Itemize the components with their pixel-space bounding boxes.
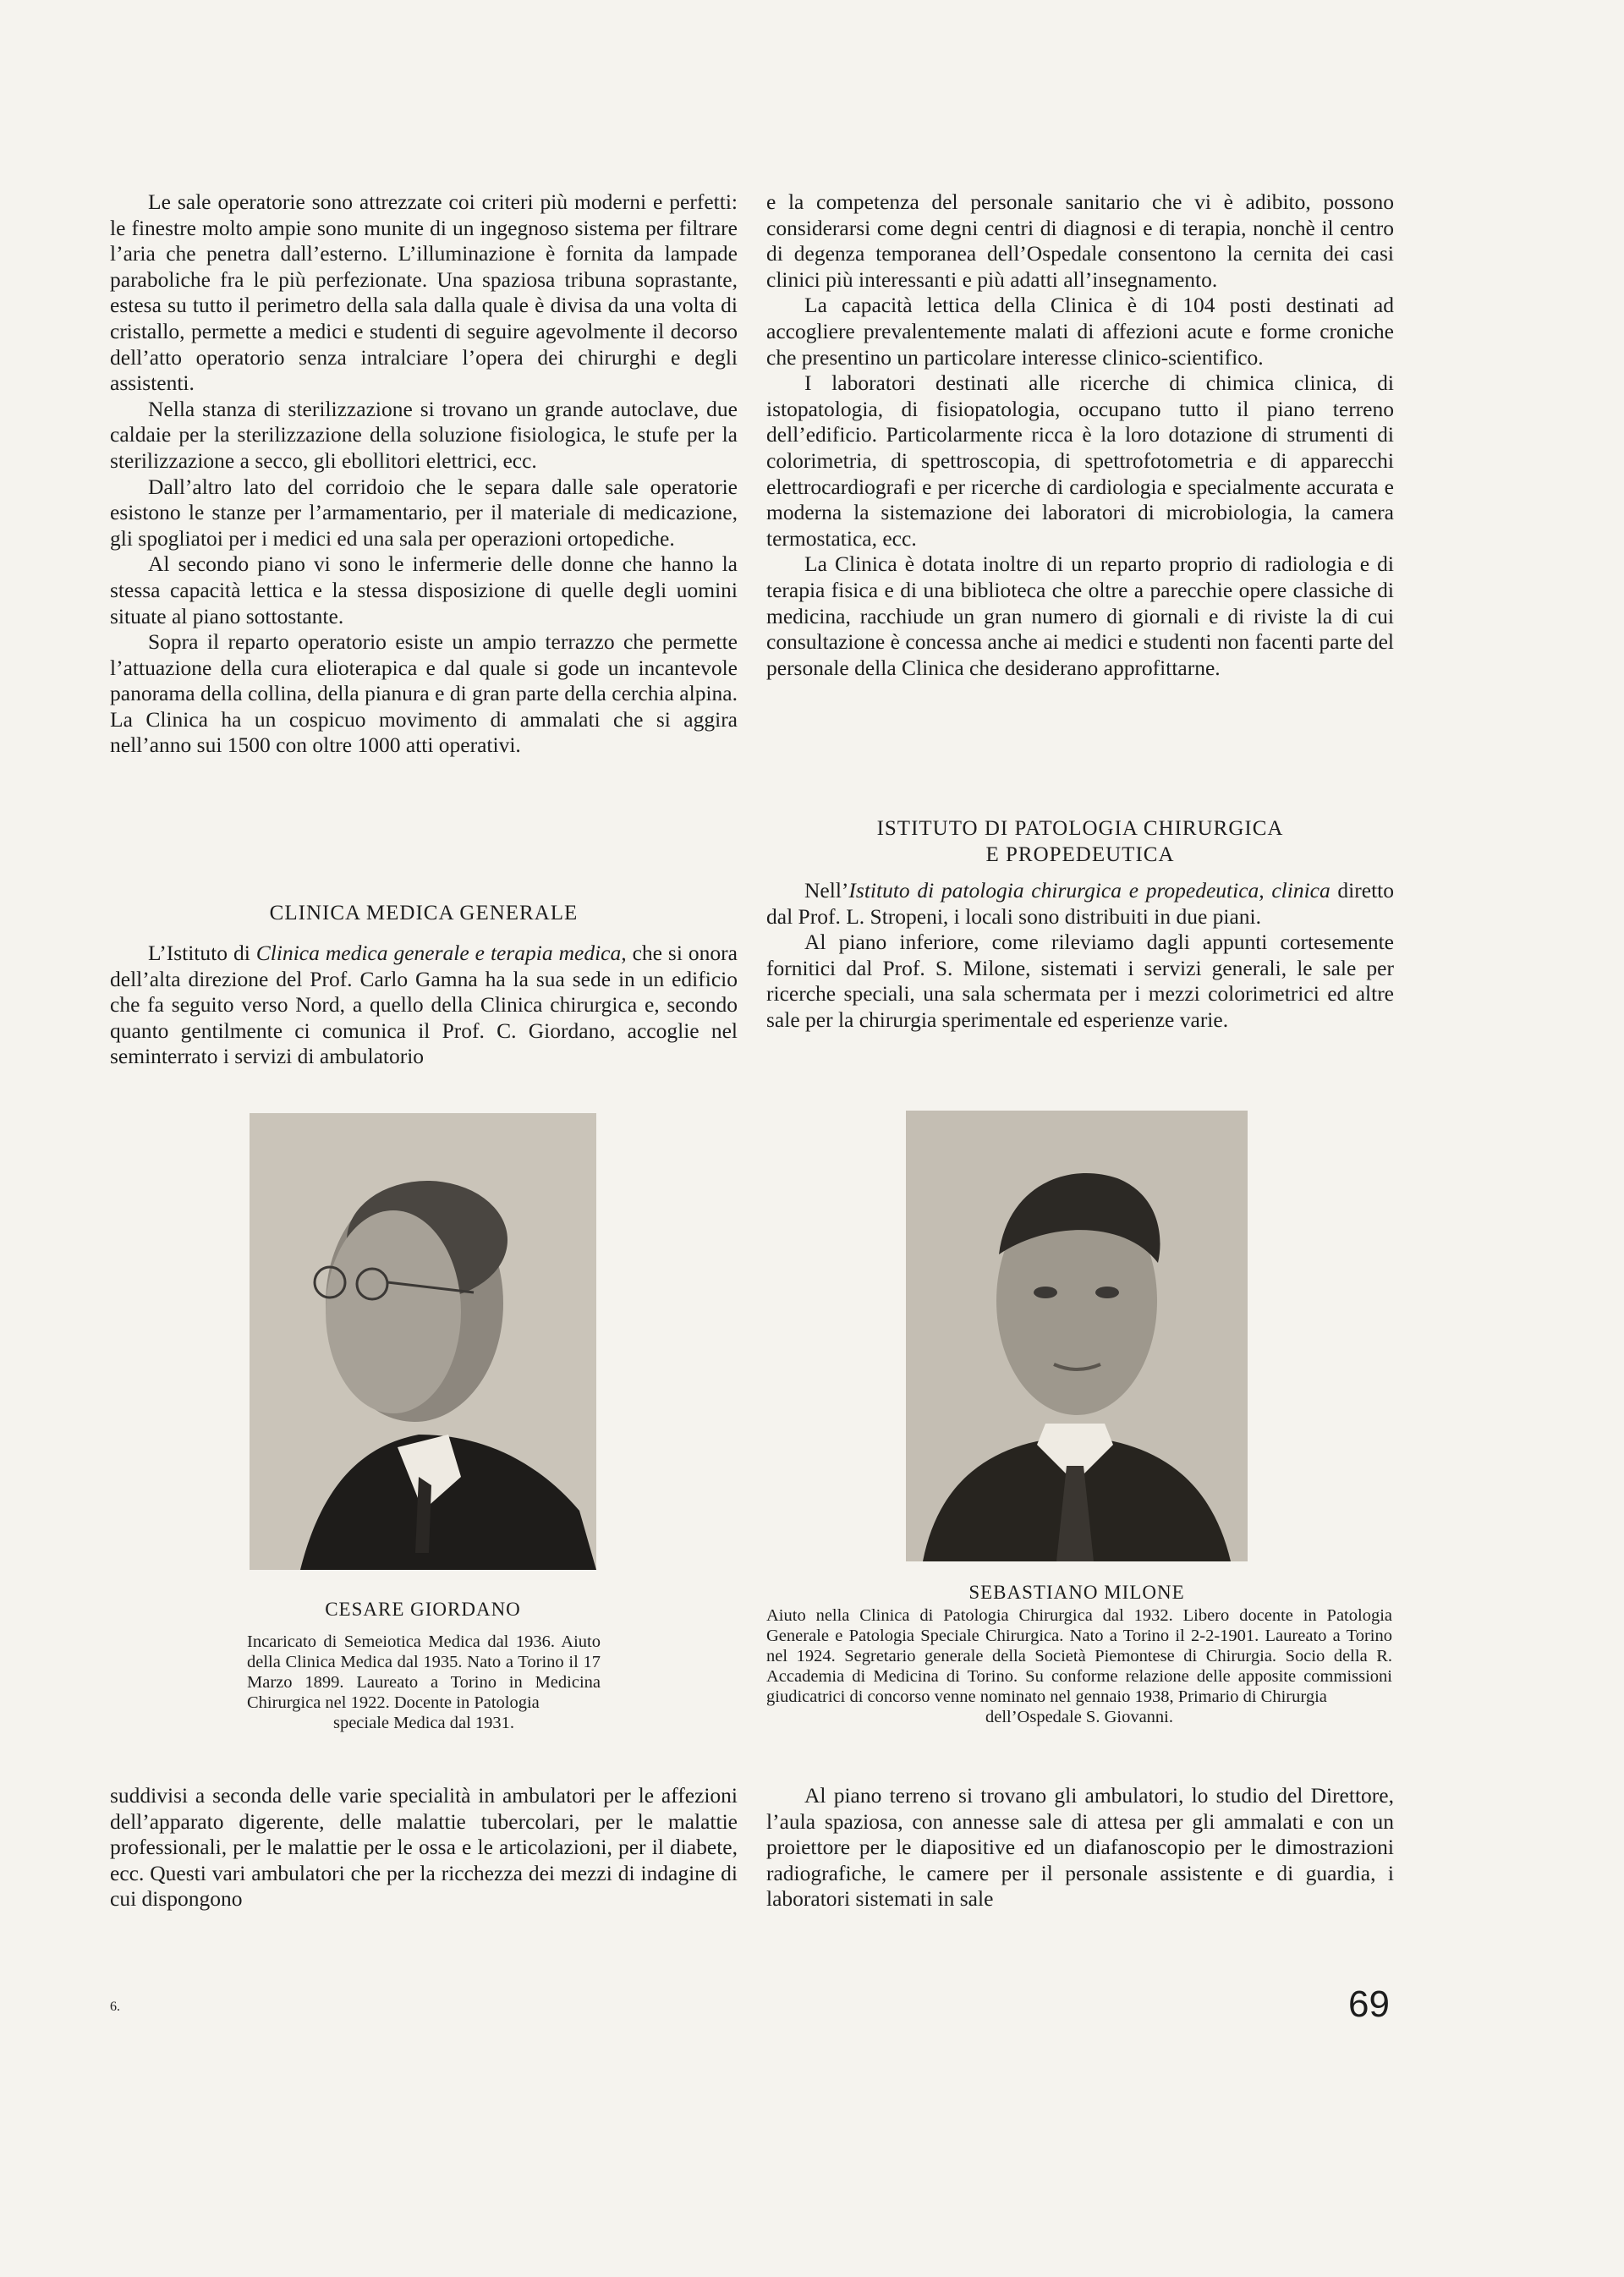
portrait-photo-sebastiano-milone	[906, 1111, 1248, 1561]
portrait-name-left: CESARE GIORDANO	[325, 1599, 521, 1620]
clinica-medica-paragraph	[110, 941, 738, 1070]
paragraph: La capacità lettica della Clinica è di 104 posti destinati ad accogliere prevalentemente malati di affezioni acute e forme croniche che presentino un particolare interesse clinico-scientifico.	[766, 293, 1394, 370]
section-heading-clinica-medica: CLINICA MEDICA GENERALE	[269, 902, 579, 925]
paragraph: Al piano terreno si trovano gli ambulatori, lo studio del Direttore, l’aula spaziosa, con annesse sale di attesa per gli ammalati e con un proiettore per le diapositive ed un diafanoscopio per le dimostrazioni radiografiche, le camere per il personale assistente e di guardia, i laboratori sistemati in sale	[766, 1783, 1394, 1912]
caption-body: Incaricato di Semeiotica Medica dal 1936. Aiuto della Clinica Medica dal 1935. Nato a Torino il 17 Marzo 1899. Laureato a Torino in Medicina Chirurgica nel 1922. Docente in Patologia	[247, 1632, 601, 1712]
paragraph: Sopra il reparto operatorio esiste un ampio terrazzo che permette l’attuazione della cura elioterapica e dal quale si gode un incantevole panorama della collina, della pianura e di gran parte della cerchia alpina. La Clinica ha un cospicuo movimento di ammalati che si aggira nell’anno sui 1500 con oltre 1000 atti operativi.	[110, 629, 738, 758]
portrait-silhouette-icon	[250, 1113, 596, 1570]
portrait-caption-left	[247, 1632, 601, 1733]
signature-mark: 6.	[110, 2000, 120, 2014]
paragraph: Dall’altro lato del corridoio che le separa dalle sale operatorie esistono le stanze per l’armamentario, per il materiale di medicazione, gli spogliatoi per i medici ed una sala per operazioni ortopediche.	[110, 474, 738, 551]
heading-line: ISTITUTO DI PATOLOGIA CHIRURGICA	[876, 817, 1284, 840]
paragraph-text: L’Istituto di	[148, 941, 256, 965]
left-column-bottom-text	[110, 1783, 738, 1912]
caption-body: Aiuto nella Clinica di Patologia Chirurgica dal 1932. Libero docente in Patologia Generale e Patologia Speciale Chirurgica. Nato a Torino il 2-2-1901. Laureato a Torino nel 1924. Segretario generale della Società Piemontese di Chirurgia. Socio della R. Accademia di Medicina di Torino. Su conforme relazione delle apposite commissioni giudicatrici di concorso venne nominato nel gennaio 1938, Primario di Chirurgia	[766, 1606, 1392, 1706]
paragraph-text: Nell’	[804, 878, 849, 903]
portrait-name-right: SEBASTIANO MILONE	[968, 1582, 1185, 1603]
portrait-silhouette-icon	[906, 1111, 1248, 1561]
paragraph: Al secondo piano vi sono le infermerie delle donne che hanno la stessa capacità lettica e la stessa disposizione di quelle degli uomini situate al piano sottostante.	[110, 551, 738, 628]
paragraph-text: che si onora dell’alta direzione del Prof. Carlo Gamna ha la sua sede in un edificio che fa seguito verso Nord, a quello della Clinica chirurgica e, secondo quanto gentilmente ci comunica il Prof. C. Giordano, accoglie nel seminterrato i servizi di ambulatorio	[110, 941, 738, 1069]
caption-last-line: dell’Ospedale S. Giovanni.	[985, 1708, 1174, 1726]
caption-last-line: speciale Medica dal 1931.	[332, 1714, 515, 1732]
paragraph: I laboratori destinati alle ricerche di chimica clinica, di istopatologia, di fisiopatologia, occupano tutto il piano terreno dell’edificio. Particolarmente ricca è la loro dotazione di strumenti di colorimetria, di spettroscopia, di spettrofotometria e di apparecchi elettrocardiografi e per ricerche di cardiologia e specialmente accurata e moderna la sistemazione dei laboratori di microbiologia, la camera termostatica, ecc.	[766, 370, 1394, 551]
right-column-bottom-text	[766, 1783, 1394, 1912]
paragraph: Le sale operatorie sono attrezzate coi criteri più moderni e perfetti: le finestre molto ampie sono munite di un ingegnoso sistema per filtrare l’aria che penetra dall’esterno. L’illuminazione è fornita da lampade paraboliche fra le più perfezionate. Una spaziosa tribuna soprastante, estesa su tutto il perimetro della sala dalla quale è divisa da una volta di cristallo, permette a medici e studenti di seguire agevolmente il decorso dell’atto operatorio senza intralciare l’opera dei chirurghi e degli assistenti.	[110, 189, 738, 396]
right-column-top-text	[766, 189, 1394, 681]
left-column-top-text	[110, 189, 738, 759]
heading-line: E PROPEDEUTICA	[985, 843, 1175, 866]
page-number: 69	[1348, 1983, 1390, 2025]
section-heading-istituto-patologia	[766, 815, 1394, 868]
istituto-paragraphs	[766, 878, 1394, 1034]
italic-title: Istituto di patologia chirurgica e propedeutica, clinica	[848, 878, 1330, 903]
paragraph: La Clinica è dotata inoltre di un reparto proprio di radiologia e di terapia fisica e di una biblioteca che oltre a parecchie opere classiche di medicina, racchiude un gran numero di giornali e di riviste la di cui consultazione è concessa anche ai medici e studenti non facenti parte del personale della Clinica che desiderano approfittarne.	[766, 551, 1394, 680]
paragraph-continued: suddivisi a seconda delle varie specialità in ambulatori per le affezioni dell’apparato digerente, delle malattie tubercolari, per le malattie professionali, per le malattie per le ossa e le articolazioni, per il diabete, ecc. Questi vari ambulatori che per la ricchezza dei mezzi di indagine di cui dispongono	[110, 1783, 738, 1912]
portrait-photo-cesare-giordano	[250, 1113, 596, 1570]
italic-title: Clinica medica generale e terapia medica,	[255, 941, 627, 965]
paragraph-text: diretto dal Prof. L. Stropeni, i locali sono distribuiti in due piani.	[766, 878, 1394, 929]
paragraph	[766, 878, 1394, 930]
paragraph: Nella stanza di sterilizzazione si trovano un grande autoclave, due caldaie per la sterilizzazione della soluzione fisiologica, le stufe per la sterilizzazione a secco, gli ebollitori elettrici, ecc.	[110, 396, 738, 473]
paragraph-continued: e la competenza del personale sanitario che vi è adibito, possono considerarsi come degni centri di diagnosi e di terapia, nonchè il centro di degenza temporanea dell’Ospedale consentono la cernita dei casi clinici più interessanti e più adatti all’insegnamento.	[766, 189, 1394, 292]
paragraph	[110, 941, 738, 1070]
portrait-caption-right	[766, 1605, 1392, 1727]
paragraph: Al piano inferiore, come rileviamo dagli appunti cortesemente fornitici dal Prof. S. Milone, sistemati i servizi generali, le sale per ricerche speciali, una sala schermata per i mezzi colorimetrici ed altre sale per la chirurgia sperimentale ed esperienze varie.	[766, 930, 1394, 1032]
